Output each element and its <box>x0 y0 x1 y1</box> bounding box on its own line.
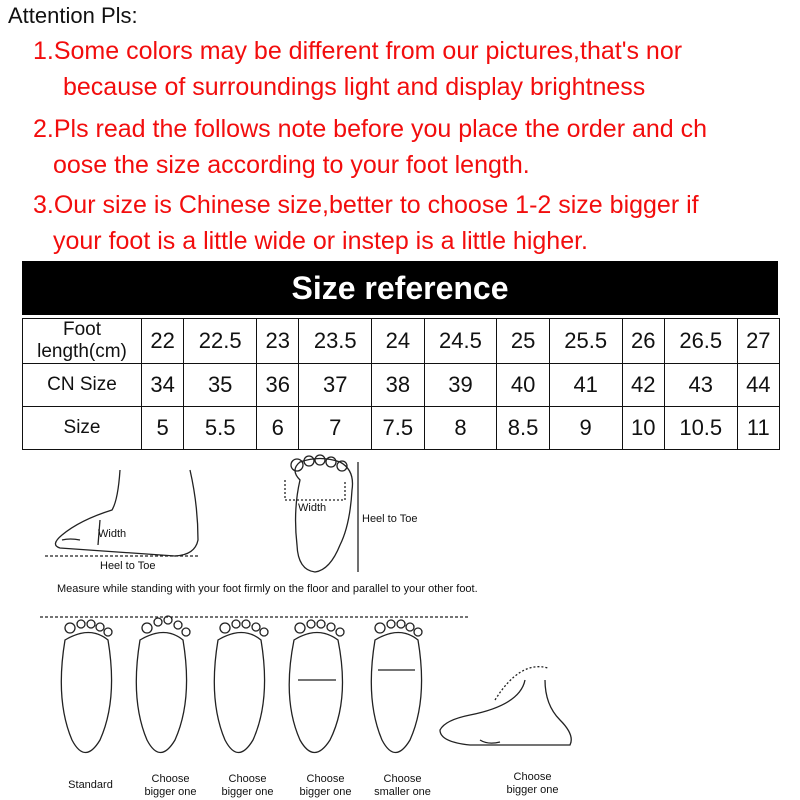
size-cell: 8.5 <box>497 407 549 450</box>
caption-bigger-2: Choose bigger one <box>221 773 274 798</box>
size-cell: 22 <box>142 319 184 364</box>
size-cell: 7.5 <box>372 407 424 450</box>
size-cell: 25.5 <box>549 319 622 364</box>
foot-standard-drawing <box>61 620 112 753</box>
size-cell: 23.5 <box>299 319 372 364</box>
caption-smaller: Choose smaller one <box>374 773 431 798</box>
size-cell: 42 <box>622 364 664 407</box>
size-cell: 36 <box>257 364 299 407</box>
note-line-6: your foot is a little wide or instep is a little higher. <box>53 227 588 255</box>
size-cell: 24.5 <box>424 319 497 364</box>
caption-standard: Standard <box>68 779 113 791</box>
size-reference-heading: Size reference <box>22 261 778 315</box>
size-cell: 25 <box>497 319 549 364</box>
measure-instruction: Measure while standing with your foot firmly on the floor and parallel to your other foot. <box>57 583 478 595</box>
size-cell: 10 <box>622 407 664 450</box>
note-line-4: oose the size according to your foot length. <box>53 151 530 179</box>
size-cell: 23 <box>257 319 299 364</box>
size-cell: 5.5 <box>184 407 257 450</box>
size-cell: 40 <box>497 364 549 407</box>
size-cell: 41 <box>549 364 622 407</box>
size-cell: 26.5 <box>664 319 737 364</box>
side-heel-label: Heel to Toe <box>100 560 156 572</box>
note-line-2: because of surroundings light and display brightness <box>63 73 646 101</box>
top-heel-label: Heel to Toe <box>362 513 418 525</box>
size-cell: 6 <box>257 407 299 450</box>
size-row-label: Foot length(cm) <box>23 319 142 364</box>
size-cell: 44 <box>737 364 779 407</box>
side-width-label: Width <box>98 528 127 540</box>
attention-title: Attention Pls: <box>8 3 138 28</box>
size-cell: 37 <box>299 364 372 407</box>
size-cell: 39 <box>424 364 497 407</box>
foot-bigger-2-drawing <box>214 620 268 753</box>
caption-instep: Choose bigger one <box>506 771 559 796</box>
foot-smaller-drawing <box>371 620 422 753</box>
size-cell: 10.5 <box>664 407 737 450</box>
note-line-1: 1.Some colors may be different from our pictures,that's nor <box>33 37 683 65</box>
size-cell: 26 <box>622 319 664 364</box>
side-foot-drawing <box>55 470 198 556</box>
size-cell: 43 <box>664 364 737 407</box>
size-cell: 5 <box>142 407 184 450</box>
caption-bigger-3: Choose bigger one <box>299 773 352 798</box>
size-row-label: Size <box>23 407 142 450</box>
size-row-label: CN Size <box>23 364 142 407</box>
size-cell: 34 <box>142 364 184 407</box>
size-cell: 22.5 <box>184 319 257 364</box>
note-line-5: 3.Our size is Chinese size,better to choose 1-2 size bigger if <box>33 191 699 219</box>
foot-bigger-1-drawing <box>136 616 190 753</box>
size-cell: 11 <box>737 407 779 450</box>
foot-instep-drawing <box>440 667 571 745</box>
size-cell: 24 <box>372 319 424 364</box>
size-cell: 38 <box>372 364 424 407</box>
top-foot-drawing <box>295 459 353 573</box>
size-cell: 9 <box>549 407 622 450</box>
size-cell: 8 <box>424 407 497 450</box>
foot-bigger-3-drawing <box>289 620 344 753</box>
size-cell: 27 <box>737 319 779 364</box>
top-width-label: Width <box>298 502 327 514</box>
caption-bigger-1: Choose bigger one <box>144 773 197 798</box>
note-line-3: 2.Pls read the follows note before you place the order and ch <box>33 115 708 143</box>
size-cell: 35 <box>184 364 257 407</box>
size-cell: 7 <box>299 407 372 450</box>
